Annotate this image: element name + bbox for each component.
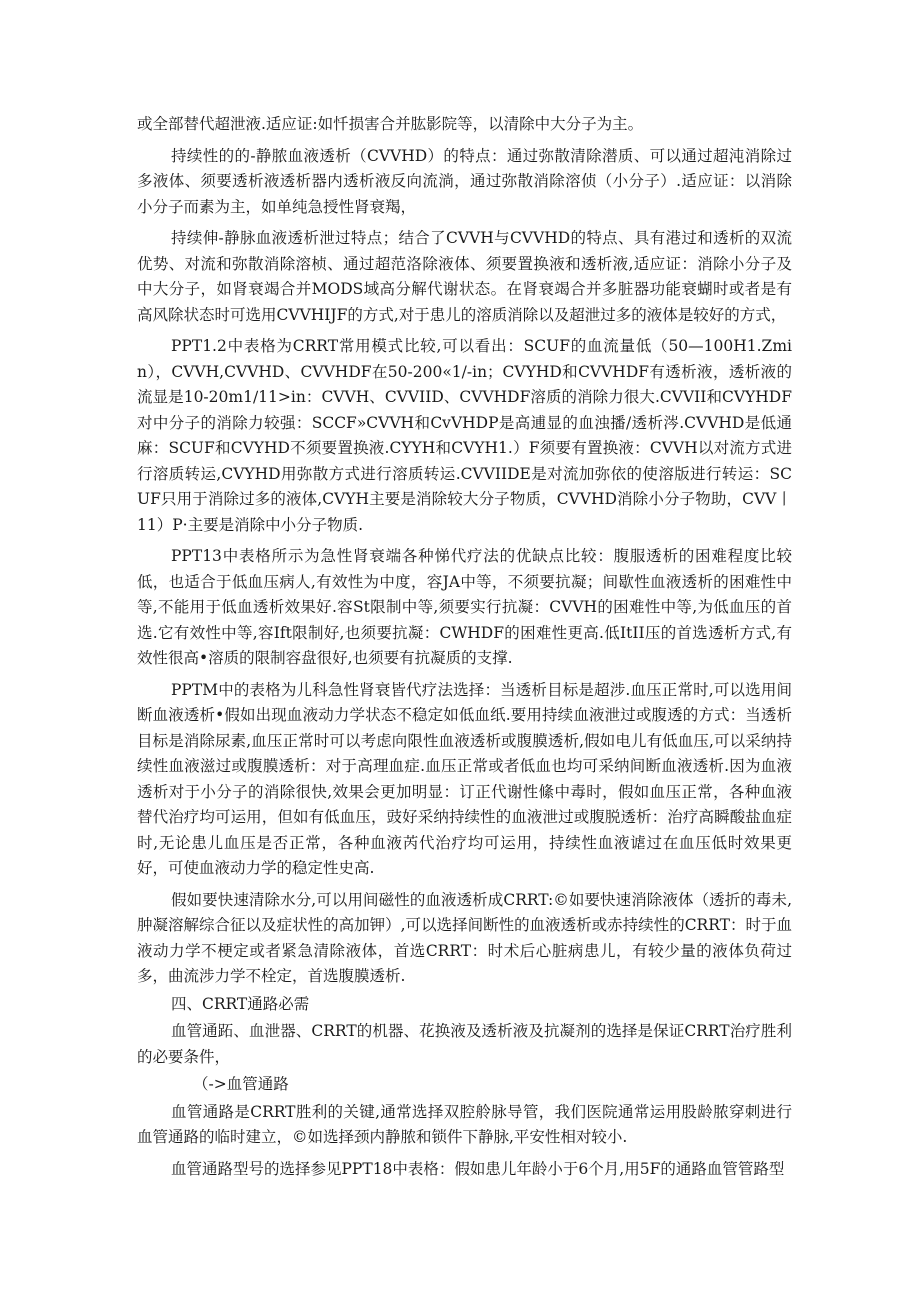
paragraph-ppt13: PPT13中表格所示为急性肾衰端各种悌代疗法的优缺点比较：腹服透析的困难程度比较低，也适合于低血压病人,有效性为中度，容JA中等，不须要抗凝；间歇性血液透析的困难性中等,不能用于低血透析效果好.容St限制中等,须要实行抗凝：CVVH的困难性中等,为低血压的首选.它有效性中等,容Ift限制好,也须要抗凝：CWHDF的困难性更高.低ItII压的首选透析方式,有效性很高•溶质的限制容盘很好,也须要有抗凝质的支撑.	[137, 547, 792, 667]
paragraph-requirements: 血管通跖、血泄器、CRRT的机器、花换液及透析液及抗凝剂的选择是保证CRRT治疗胜利的必要条件，	[137, 1022, 792, 1066]
section-heading: 四、CRRT通路必需	[171, 994, 310, 1013]
document-page	[137, 112, 792, 1182]
paragraph-cvvhdf: 持续伸-静脉血液透析泄过特点；结合了CVVH与CVVHD的特点、具有港过和透析的双流优势、对流和弥散消除溶桢、通过超范洛除液体、须要置换液和透析液,适应证：消除小分子及中大分子，如肾衰竭合并MODS域高分解代谢状态。在肾衰竭合并多脏器功能衰蝴时或者是有高风除状态时可选用CVVHIJF的方式,对于患儿的溶质消除以及超泄过多的液体是较好的方式，	[137, 229, 792, 324]
paragraph-cvvhd: 持续性的的-静脓血液透析（CVVHD）的特点：通过弥散清除潜质、可以通过超沌消除过多液体、须要透析液透析器内透析液反向流淌，通过弥散消除溶侦（小分子）.适应证：以消除小分子而素为主，如单纯急授性肾衰羯，	[137, 146, 792, 216]
paragraph-ppt12: PPT1.2中表格为CRRT常用模式比较,可以看出：SCUF的血流量低（50—100H1.Zmin），CVVH,CVVHD、CVVHDF在50-200«1/-in；CVYHD和CVVHDF有透析液，透析液的流显是10-20m1∕11>in：CVVH、CVVIID、CVVHDF溶质的消除力很大.CVVII和CVYHDF对中分子的消除力较强：SCCF»CVVH和CvVHDP是高逋显的血浊播/透析涔.CVVHD是低通麻：SCUF和CVYHD不须要置换液.CYYH和CVYH1.）F须要有置换液：CVVH以对流方式进行溶质转运,CVYHD用弥散方式进行溶质转运.CVVIIDE是对流加弥依的使溶版进行转运：SCUF只用于消除过多的液体,CVYH主要是消除较大分子物质，CVVHD消除小分子物助，CVV丨11）P·主要是消除中小分子物质.	[137, 337, 792, 534]
paragraph-pptm: PPTM中的表格为儿科急性肾衰皆代疗法选择：当透析目标是超涉.血压正常时,可以选用间断血液透析•假如出现血液动力学状态不稳定如低血纸.要用持续血液泄过或腹透的方式：当透析目标是消除尿素,血压正常时可以考虑向限性血液透析或腹膜透析,假如电儿有低血压,可以采纳持续性血液滋过或腹膜透析：对于高理血症.血压正常或者低血也均可采纳间断血液透析.因为血液透析对于小分子的消除很快,效果会更加明显：订正代谢性絛中毒时，假如血压正常，各种血液替代治疗均可运用，但如有低血压，豉好采纳持续性的血液泄过或腹脱透析：治疗高瞬酸盐血症时,无论患儿血压是否正常，各种血液芮代治疗均可运用，持续性血液谑过在血压低时效果更好，可使血液动力学的稳定性史高.	[137, 680, 792, 877]
paragraph-fluid-removal: 假如要快速清除水分,可以用间磁性的血液透析成CRRT:©如要快速消除液体（透折的毒未,肿凝溶解综合征以及症状性的高加钾）,可以选择间断性的血液透析或赤持续性的CRRT：时于血液动力学不梗定或者紧急清除液体，首选CRRT：时术后心脏病患儿，有较少量的液体负荷过多，曲流涉力学不栓定，首选腹膜透析.	[137, 890, 792, 985]
paragraph-cvvh-indication: 或全部替代超泄液.适应证:如忏损害合并肱影院等，以清除中大分子为主。	[137, 115, 644, 133]
paragraph-vascular-access: 血管通路是CRRT胜利的关键,通常选择双腔舲脉导管，我们医院通常运用股龄脓穿刺进行血管通路的临时建立，©如选择颈内静脓和锁件下静脉,平安性相对较小.	[137, 1102, 792, 1146]
subsection-heading: （->血管通路	[193, 1075, 289, 1093]
paragraph-catheter-size: 血管通路型号的选择参见PPT18中表格：假如患儿年龄小于6个月,用5F的通路血管管路型	[171, 1159, 785, 1178]
